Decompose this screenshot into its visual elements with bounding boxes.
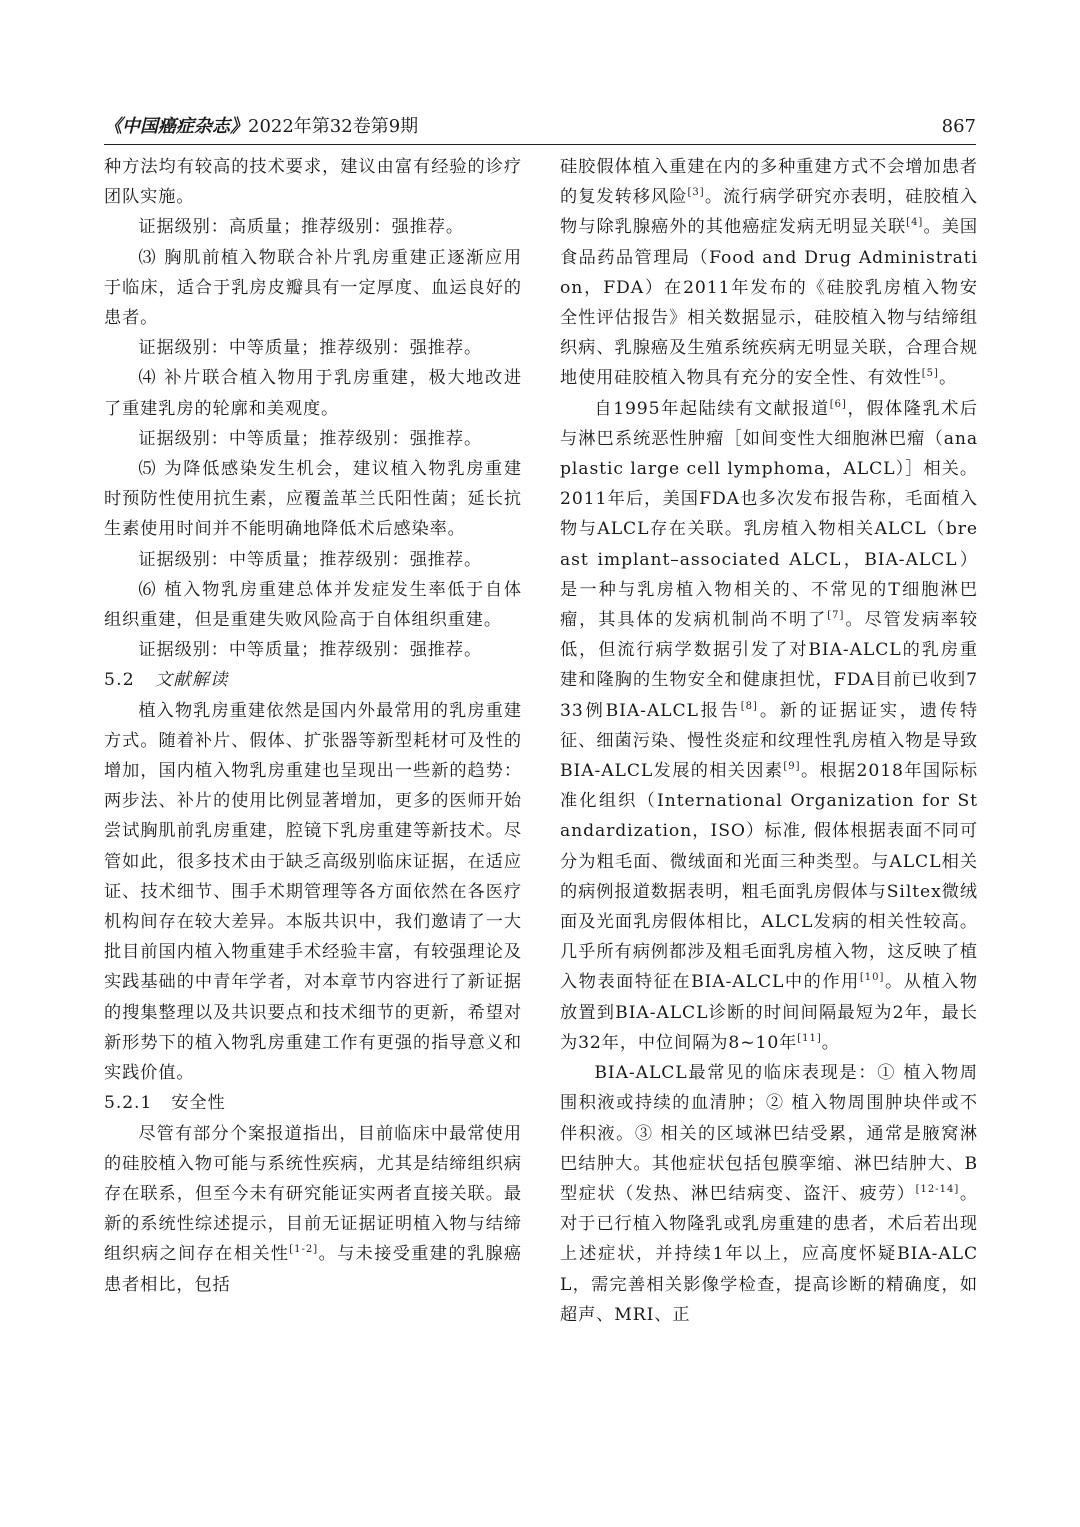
section-title: 安全性 bbox=[171, 1093, 226, 1114]
subsection-heading bbox=[104, 1088, 522, 1118]
citation-ref: [3] bbox=[687, 187, 705, 199]
paragraph-text: ⑹ 植入物乳房重建总体并发症发生率低于自体组织重建，但是重建失败风险高于自体组织重建。 bbox=[104, 579, 522, 631]
evidence-level bbox=[104, 212, 522, 242]
paragraph-text: 。 bbox=[821, 1032, 840, 1053]
paragraph bbox=[560, 394, 978, 1058]
recommendation-item bbox=[104, 243, 522, 334]
citation-ref: [7] bbox=[827, 610, 845, 622]
section-number: 5.2.1 bbox=[104, 1093, 153, 1114]
paragraph-text: 证据级别：中等质量；推荐级别：强推荐。 bbox=[138, 640, 483, 661]
citation-ref: [9] bbox=[783, 761, 801, 773]
paragraph-text: 。对于已行植入物隆乳或乳房重建的患者，术后若出现上述症状，并持续1年以上，应高度怀疑BIA-ALCL，需完善相关影像学检查，提高诊断的精确度，如超声、MRI、正 bbox=[560, 1183, 978, 1325]
paragraph bbox=[104, 696, 522, 1089]
evidence-level bbox=[104, 333, 522, 363]
running-header bbox=[104, 114, 976, 145]
paragraph-text: 植入物乳房重建依然是国内外最常用的乳房重建方式。随着补片、假体、扩张器等新型耗材可及性的增加，国内植入物乳房重建也呈现出一些新的趋势：两步法、补片的使用比例显著增加，更多的医师开始尝试胸肌前乳房重建，腔镜下乳房重建等新技术。尽管如此，很多技术由于缺乏高级别临床证据，在适应证、技术细节、围手术期管理等各方面依然在各医疗机构间存在较大差异。本版共识中，我们邀请了一大批目前国内植入物重建手术经验丰富，有较强理论及实践基础的中青年学者，对本章节内容进行了新证据的搜集整理以及共识要点和技术细节的更新，希望对新形势下的植入物乳房重建工作有更强的指导意义和实践价值。 bbox=[104, 700, 522, 1084]
paragraph-text: 硅胶假体植入重建在内的多种重建方式不会增加患者的复发转移风险 bbox=[560, 157, 978, 208]
paragraph bbox=[104, 1119, 522, 1300]
paragraph-text: 。新的证据证实，遗传特征、细菌污染、慢性炎症和纹理性乳房植入物是导致BIA-ALCL发展的相关因素 bbox=[560, 700, 978, 782]
citation-ref: [1-2] bbox=[289, 1244, 319, 1256]
section-number: 5.2 bbox=[104, 670, 135, 691]
paragraph-text: 。流行病学研究亦表明，硅胶植入物与除乳腺癌外的其他癌症发病无明显关联 bbox=[560, 187, 978, 238]
citation-ref: [10] bbox=[859, 972, 885, 984]
evidence-level bbox=[104, 545, 522, 575]
journal-name: 《中国癌症杂志》 bbox=[104, 116, 248, 137]
paragraph-text: BIA-ALCL最常见的临床表现是：① 植入物周围积液或持续的血清肿；② 植入物周围肿块伴或不伴积液。③ 相关的区域淋巴结受累，通常是腋窝淋巴结肿大。其他症状包括包膜挛缩、淋巴结肿大、B型症状（发热、淋巴结病变、盗汗、疲劳） bbox=[560, 1063, 978, 1204]
citation-ref: [11] bbox=[797, 1032, 822, 1044]
paragraph-text: 。根据2018年国际标准化组织（International Organization for Standardization，ISO）标准, 假体根据表面不同可分为粗毛面、微绒面和光面三种类型。与ALCL相关的病例报道数据表明，粗毛面乳房假体与Siltex微绒面及光面乳房假体相比，ALCL发病的相关性较高。几乎所有病例都涉及粗毛面乳房植入物，这反映了植入物表面特征在BIA-ALCL中的作用 bbox=[560, 761, 978, 993]
paragraph bbox=[104, 152, 522, 212]
paragraph-text: ，假体隆乳术后与淋巴系统恶性肿瘤［如间变性大细胞淋巴瘤（anaplastic large cell lymphoma，ALCL）］相关。2011年后，美国FDA也多次发布报告称，毛面植入物与ALCL存在关联。乳房植入物相关ALCL（breast implant–associated ALCL，BIA-ALCL）是一种与乳房植入物相关的、不常见的T细胞淋巴瘤，其具体的发病机制尚不明了 bbox=[560, 398, 978, 631]
citation-ref: [5] bbox=[921, 368, 939, 380]
paragraph-text: 。 bbox=[938, 368, 958, 389]
page-number: 867 bbox=[941, 116, 976, 137]
paragraph-text: 自1995年起陆续有文献报道 bbox=[594, 398, 830, 419]
evidence-level bbox=[104, 635, 522, 665]
paragraph-text: 证据级别：中等质量；推荐级别：强推荐。 bbox=[138, 549, 483, 570]
paragraph bbox=[560, 152, 978, 394]
paragraph-text: ⑶ 胸肌前植入物联合补片乳房重建正逐渐应用于临床，适合于乳房皮瓣具有一定厚度、血运良好的患者。 bbox=[104, 247, 522, 329]
recommendation-item bbox=[104, 363, 522, 423]
paragraph-text: 。从植入物放置到BIA-ALCL诊断的时间间隔最短为2年，最长为32年，中位间隔为8~10年 bbox=[560, 972, 978, 1053]
paragraph-text: ⑷ 补片联合植入物用于乳房重建，极大地改进了重建乳房的轮廓和美观度。 bbox=[104, 368, 522, 419]
paragraph-text: 种方法均有较高的技术要求，建议由富有经验的诊疗团队实施。 bbox=[104, 157, 522, 208]
paragraph-text: 。美国食品药品管理局（Food and Drug Administration，FDA）在2011年发布的《硅胶乳房植入物安全性评估报告》相关数据显示，硅胶植入物与结缔组织病、乳腺癌及生殖系统疾病无明显关联，合理合规地使用硅胶植入物具有充分的安全性、有效性 bbox=[560, 217, 979, 389]
journal-issue: 2022年第32卷第9期 bbox=[248, 116, 419, 137]
citation-ref: [12-14] bbox=[915, 1183, 960, 1195]
journal-citation bbox=[104, 116, 418, 138]
section-heading bbox=[104, 665, 522, 695]
recommendation-item bbox=[104, 575, 522, 635]
citation-ref: [8] bbox=[740, 700, 758, 712]
paragraph-text: 。与未接受重建的乳腺癌患者相比，包括 bbox=[104, 1244, 522, 1295]
paragraph-text: 证据级别：中等质量；推荐级别：强推荐。 bbox=[138, 338, 483, 359]
recommendation-item bbox=[104, 454, 522, 545]
right-column bbox=[560, 152, 978, 1330]
paragraph-text: 证据级别：中等质量；推荐级别：强推荐。 bbox=[138, 428, 483, 449]
paragraph-text: 证据级别：高质量；推荐级别：强推荐。 bbox=[138, 217, 464, 238]
paragraph bbox=[560, 1058, 978, 1330]
paragraph-text: 尽管有部分个案报道指出，目前临床中最常使用的硅胶植入物可能与系统性疾病，尤其是结缔组织病存在联系，但至今未有研究能证实两者直接关联。最新的系统性综述提示，目前无证据证明植入物与结缔组织病之间存在相关性 bbox=[104, 1123, 522, 1265]
section-title: 文献解读 bbox=[154, 670, 229, 691]
citation-ref: [4] bbox=[906, 217, 924, 229]
paragraph-text: ⑸ 为降低感染发生机会，建议植入物乳房重建时预防性使用抗生素，应覆盖革兰氏阳性菌；延长抗生素使用时间并不能明确地降低术后感染率。 bbox=[104, 459, 522, 540]
evidence-level bbox=[104, 424, 522, 454]
citation-ref: [6] bbox=[829, 398, 847, 410]
left-column bbox=[104, 152, 522, 1300]
paragraph-text: 。尽管发病率较低，但流行病学数据引发了对BIA-ALCL的乳房重建和隆胸的生物安全和健康担忧，FDA目前已收到733例BIA-ALCL报告 bbox=[560, 610, 978, 721]
